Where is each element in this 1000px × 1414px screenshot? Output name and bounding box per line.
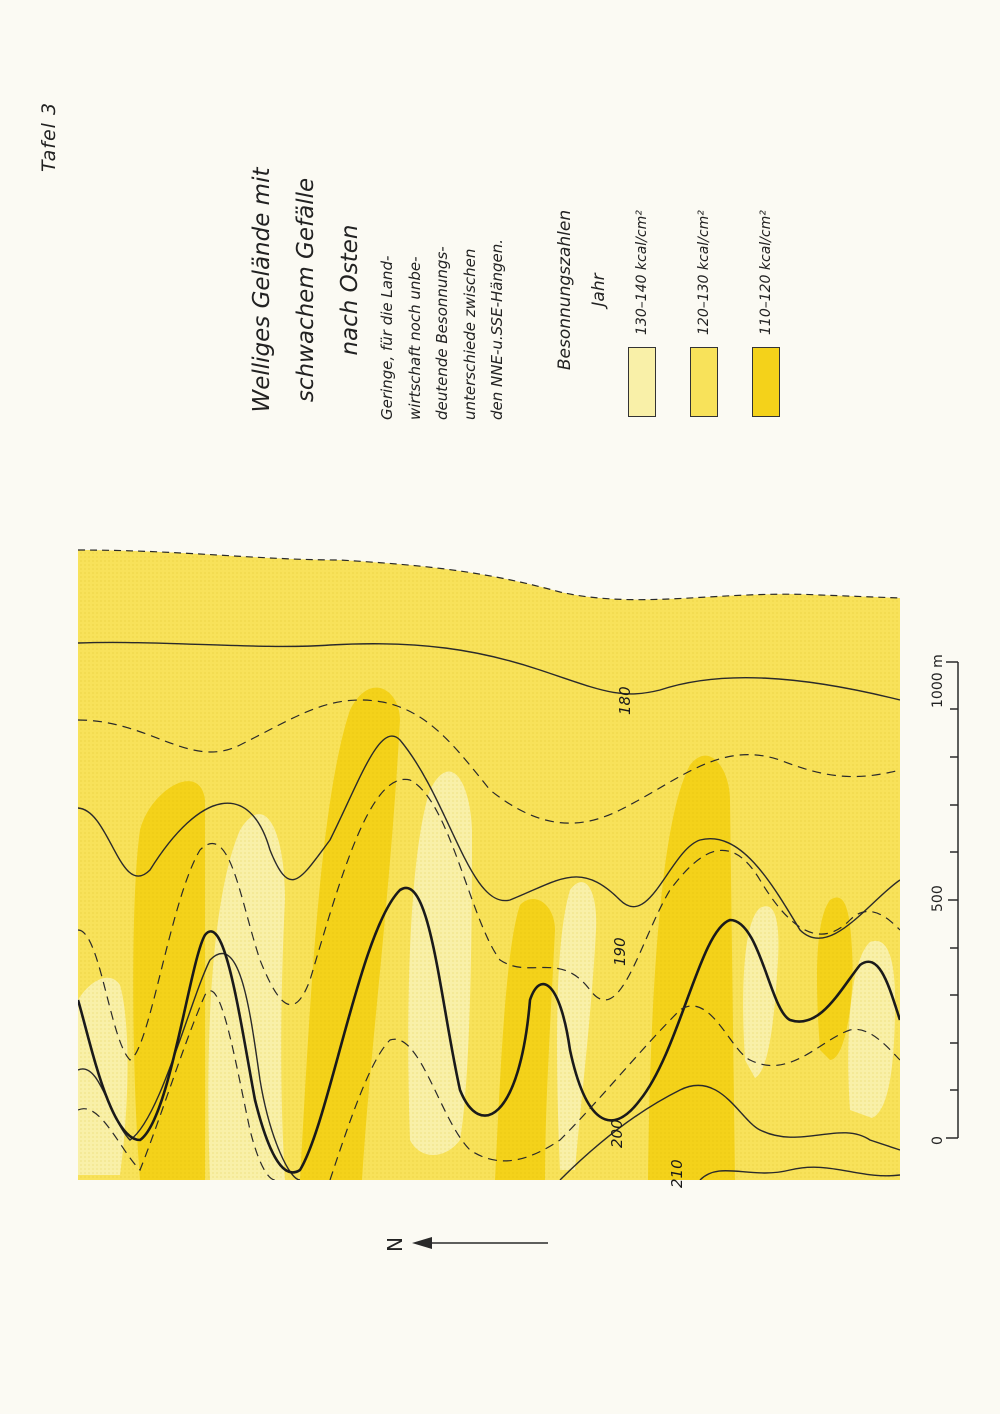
- map-title: [240, 160, 372, 420]
- contour-label-200: 200: [608, 1119, 626, 1148]
- legend-label-medium: 120–130 kcal/cm²: [696, 210, 712, 335]
- title-line: nach Osten: [337, 224, 363, 356]
- title-line: Welliges Gelände mit: [249, 167, 275, 413]
- north-arrow: [383, 1237, 548, 1252]
- contour-label-210: 210: [668, 1159, 686, 1188]
- description-line: wirtschaft noch unbe-: [405, 256, 424, 420]
- description-line: unterschiede zwischen: [460, 248, 479, 420]
- description-line: Geringe, für die Land-: [378, 255, 396, 420]
- legend-label-light: 130–140 kcal/cm²: [634, 210, 650, 335]
- contour-label-180: 180: [616, 686, 634, 715]
- legend-heading-line: Besonnungszahlen: [555, 209, 575, 371]
- description-line: deutende Besonnungs-: [433, 246, 451, 420]
- legend-swatch-light: [628, 347, 656, 417]
- scale-label-0: 0: [930, 1136, 946, 1145]
- map-description: [374, 160, 512, 420]
- legend-heading: [548, 160, 616, 420]
- contour-label-190: 190: [611, 937, 629, 966]
- title-line: schwachem Gefälle: [293, 177, 319, 403]
- north-label: N: [383, 1237, 407, 1252]
- legend-label-dark: 110–120 kcal/cm²: [758, 210, 774, 335]
- legend-heading-line: Jahr: [589, 273, 609, 307]
- description-line: den NNE-u.SSE-Hängen.: [488, 238, 506, 420]
- legend-swatch-medium: [690, 347, 718, 417]
- plate-label: Tafel 3: [38, 101, 60, 172]
- screen-texture: [70, 540, 910, 1190]
- scale-bar: [946, 662, 958, 1138]
- scale-label-500: 500: [930, 885, 946, 912]
- legend-swatch-dark: [752, 347, 780, 417]
- scale-label-1000: 1000 m: [930, 654, 946, 708]
